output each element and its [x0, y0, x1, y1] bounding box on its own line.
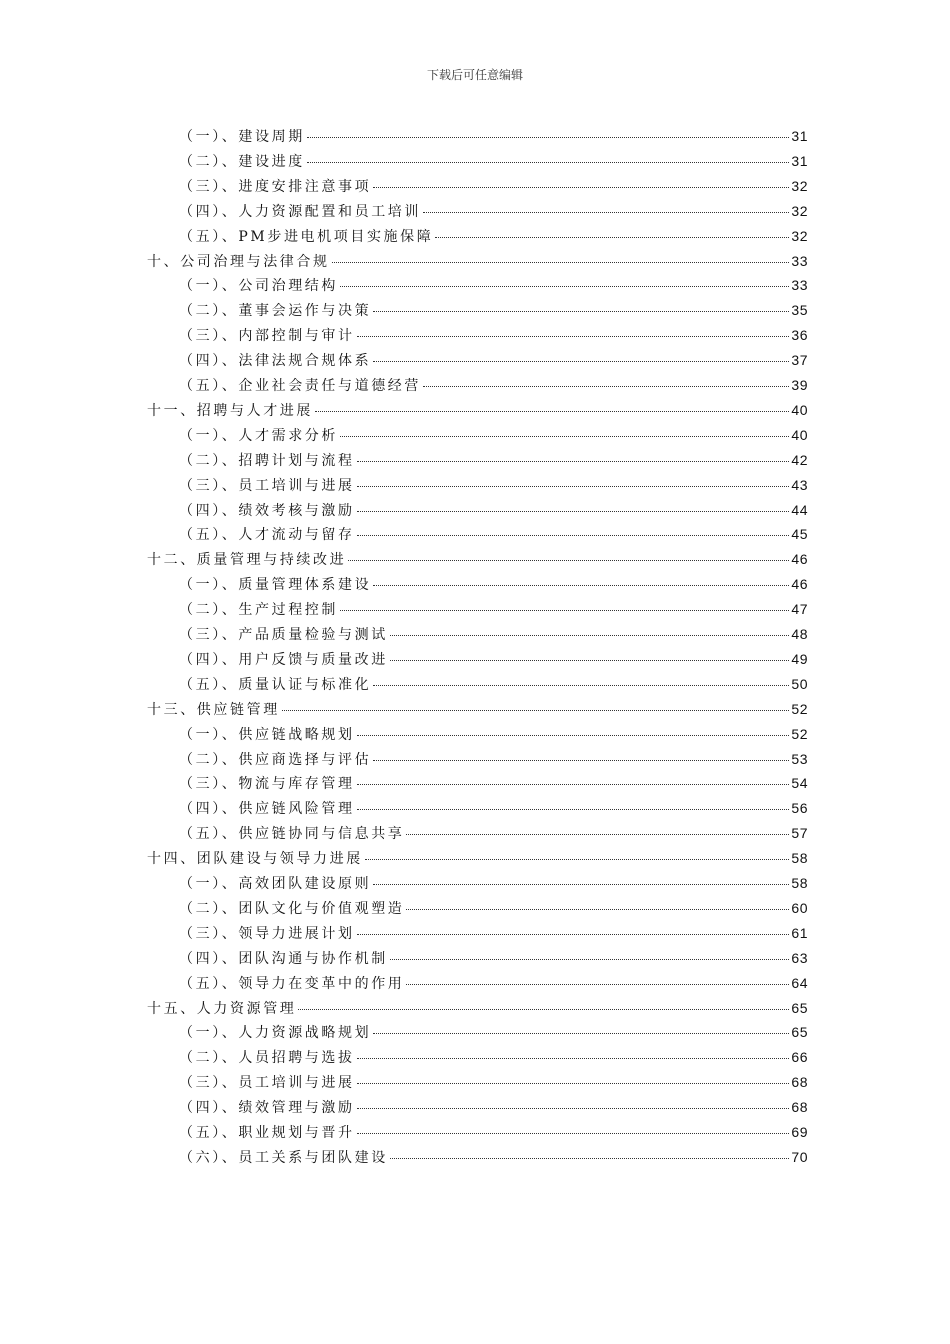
toc-entry-title: （五）、企业社会责任与道德经营 [179, 378, 421, 394]
toc-entry-title: （五）、供应链协同与信息共享 [179, 826, 405, 843]
toc-page-number: 35 [791, 302, 808, 319]
toc-entry-title: （二）、团队文化与价值观塑造 [179, 900, 405, 917]
toc-entry[interactable] [179, 275, 808, 297]
toc-entry[interactable] [179, 1122, 808, 1144]
toc-dot-leader [365, 858, 790, 860]
toc-entry[interactable] [179, 350, 808, 372]
toc-dot-leader [357, 1107, 790, 1109]
toc-entry-title: （二）、建设进度 [179, 153, 305, 170]
toc-entry[interactable] [179, 1097, 808, 1119]
toc-dot-leader [282, 709, 790, 711]
toc-entry[interactable] [179, 226, 808, 248]
toc-dot-leader [390, 1157, 790, 1159]
toc-entry-title: （三）、内部控制与审计 [179, 328, 355, 345]
toc-entry-title: 十一、招聘与人才进展 [147, 402, 313, 419]
toc-entry[interactable] [179, 375, 808, 397]
toc-dot-leader [423, 385, 789, 387]
toc-entry[interactable] [179, 773, 808, 795]
toc-dot-leader [332, 261, 790, 263]
toc-dot-leader [390, 958, 790, 960]
toc-dot-leader [357, 335, 790, 337]
toc-dot-leader [373, 1032, 789, 1034]
toc-entry-title: （二）、人员招聘与选拔 [179, 1050, 355, 1067]
toc-page-number: 69 [791, 1124, 808, 1140]
toc-page-number: 42 [791, 451, 808, 468]
toc-dot-leader [357, 1082, 790, 1084]
toc-entry-title: （四）、绩效管理与激励 [179, 1100, 355, 1117]
toc-entry-title: 十、公司治理与法律合规 [147, 253, 330, 270]
toc-dot-leader [357, 510, 790, 512]
toc-entry[interactable] [179, 151, 808, 173]
toc-entry-title: （四）、供应链风险管理 [179, 801, 355, 818]
toc-page-number: 65 [791, 1024, 808, 1041]
toc-entry[interactable] [179, 798, 808, 820]
toc-page-number: 70 [791, 1148, 808, 1165]
toc-page-number: 46 [791, 576, 808, 593]
toc-entry-title: （二）、生产过程控制 [179, 602, 338, 619]
toc-entry[interactable] [179, 823, 808, 845]
toc-entry[interactable] [147, 998, 808, 1020]
toc-page-number: 47 [791, 601, 808, 618]
toc-entry-title: （四）、团队沟通与协作机制 [179, 950, 388, 967]
toc-page-number: 68 [791, 1099, 808, 1116]
toc-entry[interactable] [147, 848, 808, 870]
toc-entry-title: （三）、员工培训与进展 [179, 477, 355, 494]
toc-entry[interactable] [179, 1047, 808, 1069]
toc-page-number: 53 [791, 750, 808, 767]
toc-page-number: 60 [791, 899, 808, 916]
toc-page-number: 37 [791, 352, 808, 369]
toc-page-number: 68 [791, 1074, 808, 1091]
toc-dot-leader [357, 933, 790, 935]
toc-page-number: 44 [791, 501, 808, 518]
toc-page-number: 32 [791, 177, 808, 194]
toc-page-number: 31 [791, 128, 808, 144]
toc-entry-title: （三）、领导力进展计划 [179, 925, 355, 942]
toc-entry[interactable] [179, 425, 808, 447]
toc-page-number: 52 [791, 700, 808, 717]
toc-entry-title: （五）、人才流动与留存 [179, 527, 355, 544]
toc-page-number: 58 [791, 875, 808, 891]
toc-entry[interactable] [179, 1147, 808, 1169]
toc-dot-leader [373, 186, 789, 188]
toc-page-number: 58 [791, 850, 808, 867]
toc-entry-title: （二）、供应商选择与评估 [179, 751, 372, 768]
toc-entry[interactable] [147, 251, 808, 273]
toc-dot-leader [357, 1132, 790, 1134]
toc-dot-leader [307, 161, 790, 163]
toc-entry[interactable] [179, 574, 808, 596]
toc-dot-leader [423, 211, 789, 213]
toc-entry[interactable] [179, 923, 808, 945]
toc-entry[interactable] [179, 599, 808, 621]
toc-entry[interactable] [179, 1022, 808, 1044]
toc-page-number: 66 [791, 1049, 808, 1066]
toc-entry-title: （四）、绩效考核与激励 [179, 502, 355, 519]
toc-dot-leader [357, 485, 790, 487]
toc-entry[interactable] [179, 201, 808, 223]
toc-page-number: 56 [791, 800, 808, 817]
toc-dot-leader [406, 983, 789, 985]
toc-entry[interactable] [147, 699, 808, 721]
toc-dot-leader [298, 1008, 789, 1010]
toc-page-number: 36 [791, 327, 808, 344]
toc-page-number: 48 [791, 626, 808, 642]
toc-entry[interactable] [179, 724, 808, 746]
toc-entry-title: （一）、供应链战略规划 [179, 726, 355, 743]
toc-dot-leader [357, 1057, 790, 1059]
toc-dot-leader [406, 833, 789, 835]
toc-dot-leader [373, 360, 789, 362]
toc-dot-leader [390, 659, 790, 661]
toc-entry[interactable] [179, 325, 808, 347]
toc-entry[interactable] [179, 126, 808, 148]
toc-page-number: 65 [791, 999, 808, 1016]
toc-dot-leader [357, 783, 790, 785]
toc-entry[interactable] [179, 948, 808, 970]
toc-page-number: 31 [791, 152, 808, 169]
toc-page-number: 61 [791, 924, 808, 941]
toc-page-number: 46 [791, 551, 808, 568]
toc-entry-title: （五）、职业规划与晋升 [179, 1125, 355, 1141]
toc-dot-leader [373, 310, 789, 312]
toc-entry-title: （六）、员工关系与团队建设 [179, 1149, 388, 1166]
toc-entry-title: （五）、质量认证与标准化 [179, 676, 372, 693]
toc-entry[interactable] [179, 475, 808, 497]
toc-entry-title: （一）、高效团队建设原则 [179, 876, 372, 892]
toc-dot-leader [357, 534, 790, 536]
toc-page-number: 64 [791, 974, 808, 991]
toc-entry-title: （三）、物流与库存管理 [179, 776, 355, 793]
toc-page-number: 54 [791, 775, 808, 792]
toc-page-number: 57 [791, 825, 808, 842]
toc-entry[interactable] [147, 400, 808, 422]
toc-entry-title: （四）、法律法规合规体系 [179, 353, 372, 370]
toc-entry[interactable] [179, 300, 808, 322]
toc-dot-leader [390, 634, 790, 636]
toc-dot-leader [348, 559, 789, 561]
toc-entry-title: （三）、员工培训与进展 [179, 1075, 355, 1092]
toc-entry-title: （四）、人力资源配置和员工培训 [179, 203, 421, 220]
toc-entry-title: （一）、公司治理结构 [179, 278, 338, 295]
toc-entry[interactable] [179, 624, 808, 646]
toc-dot-leader [357, 460, 790, 462]
toc-page-number: 39 [791, 377, 808, 393]
toc-entry-title: （三）、产品质量检验与测试 [179, 627, 388, 643]
toc-page-number: 40 [791, 401, 808, 418]
toc-entry-title: 十二、质量管理与持续改进 [147, 552, 347, 569]
toc-dot-leader [340, 609, 789, 611]
toc-entry-title: （一）、建设周期 [179, 129, 305, 145]
toc-entry[interactable] [179, 973, 808, 995]
toc-dot-leader [406, 908, 789, 910]
toc-page-number: 32 [791, 227, 808, 244]
toc-page-number: 49 [791, 650, 808, 667]
toc-entry[interactable] [179, 649, 808, 671]
toc-dot-leader [315, 410, 789, 412]
toc-entry-title: （五）、领导力在变革中的作用 [179, 975, 405, 992]
toc-page-number: 32 [791, 202, 808, 219]
toc-entry[interactable] [179, 524, 808, 546]
toc-page-number: 40 [791, 426, 808, 443]
toc-entry[interactable] [179, 749, 808, 771]
toc-page-number: 63 [791, 949, 808, 966]
toc-entry-title: 十五、人力资源管理 [147, 1000, 297, 1017]
page-header: 下载后可任意编辑 [426, 68, 523, 82]
toc-dot-leader [373, 759, 789, 761]
toc-entry[interactable] [179, 176, 808, 198]
toc-dot-leader [340, 435, 789, 437]
toc-entry-title: 十四、团队建设与领导力进展 [147, 851, 363, 868]
toc-entry[interactable] [179, 1072, 808, 1094]
toc-entry-title: （一）、人力资源战略规划 [179, 1025, 372, 1042]
toc-entry-title: （二）、招聘计划与流程 [179, 452, 355, 469]
toc-page-number: 52 [791, 725, 808, 742]
toc-entry-title: （一）、人才需求分析 [179, 427, 338, 444]
toc-entry-title: 十三、供应链管理 [147, 701, 280, 718]
toc-dot-leader [340, 285, 789, 287]
toc-entry-title: （五）、PM步进电机项目实施保障 [179, 228, 434, 245]
toc-dot-leader [373, 584, 789, 586]
toc-entry-title: （二）、董事会运作与决策 [179, 303, 372, 320]
toc-dot-leader [373, 883, 789, 885]
toc-page-number: 43 [791, 476, 808, 493]
toc-entry[interactable] [179, 450, 808, 472]
toc-entry[interactable] [179, 898, 808, 920]
toc-entry[interactable] [179, 674, 808, 696]
toc-page-number: 50 [791, 675, 808, 692]
toc-entry-title: （三）、进度安排注意事项 [179, 178, 372, 195]
toc-entry-title: （四）、用户反馈与质量改进 [179, 651, 388, 668]
toc-entry[interactable] [179, 873, 808, 895]
toc-dot-leader [373, 684, 789, 686]
toc-dot-leader [357, 734, 790, 736]
toc-page-number: 33 [791, 252, 808, 269]
toc-dot-leader [307, 136, 790, 138]
toc-page-number: 33 [791, 277, 808, 294]
toc-entry-title: （一）、质量管理体系建设 [179, 577, 372, 594]
toc-entry[interactable] [179, 500, 808, 522]
toc-page-number: 45 [791, 526, 808, 543]
toc-dot-leader [435, 236, 789, 238]
toc-entry[interactable] [147, 549, 808, 571]
toc-dot-leader [357, 808, 790, 810]
